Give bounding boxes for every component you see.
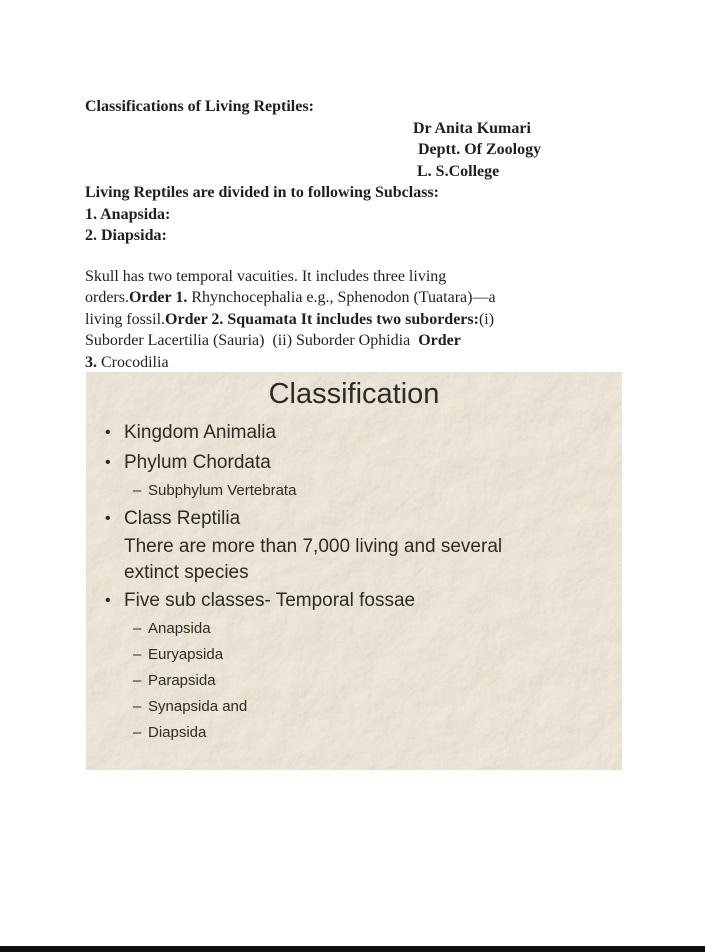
paragraph-line — [85, 287, 630, 309]
slide-item-label: Kingdom Animalia — [124, 422, 277, 443]
slide-item-label: Class Reptilia — [124, 508, 241, 529]
bullet-icon: • — [105, 424, 111, 441]
paragraph-text-segment: Crocodilia — [97, 353, 169, 371]
slide-item-dash — [86, 720, 622, 746]
document-title: Classifications of Living Reptiles: — [85, 98, 314, 115]
paragraph-text-segment: living fossil. — [85, 310, 166, 328]
paragraph-text-segment: Order — [418, 332, 461, 349]
slide-item-label: Euryapsida — [148, 646, 224, 663]
slide-item-label: There are more than 7,000 living and several extinct species — [124, 536, 503, 583]
slide-item-bullet — [86, 504, 622, 534]
slide-item-list — [86, 418, 622, 746]
author-college: L. S.College — [417, 162, 500, 180]
dash-icon: – — [133, 646, 142, 663]
document-text-block — [85, 96, 630, 373]
page-bottom-bar — [0, 946, 705, 952]
paragraph-text-segment: Suborder Lacertilia (Sauria) (ii) Suborder Ophidia — [85, 332, 419, 349]
slide-item-dash — [86, 668, 622, 694]
dash-icon: – — [133, 482, 142, 499]
paragraph-line — [85, 352, 630, 374]
author-department: Deptt. Of Zoology — [418, 141, 542, 158]
slide-item-dash — [86, 642, 622, 668]
author-name: Dr Anita Kumari — [413, 119, 531, 137]
dash-icon: – — [133, 672, 142, 689]
slide-item-label: Diapsida — [148, 724, 207, 741]
bullet-icon: • — [105, 510, 111, 527]
slide-item-dash — [86, 616, 622, 642]
subclass-item-anapsida: 1. Anapsida: — [85, 205, 171, 223]
paragraph-line — [85, 309, 630, 331]
dash-icon: – — [133, 724, 142, 741]
bullet-icon: • — [105, 454, 111, 471]
subclass-heading: Living Reptiles are divided in to following Subclass: — [85, 184, 439, 201]
subclass-item-diapsida: 2. Diapsida: — [85, 227, 167, 244]
slide-item-bullet — [86, 586, 622, 616]
paragraph-text-segment: orders. — [85, 289, 129, 306]
slide-item-label: Parapsida — [148, 672, 216, 689]
slide-item-label: Synapsida and — [148, 698, 248, 715]
slide-item-continuation — [86, 534, 622, 586]
paragraph-text-segment: 3. — [85, 353, 97, 371]
slide-item-label: Subphylum Vertebrata — [148, 482, 297, 499]
slide-item-dash — [86, 694, 622, 720]
paragraph-text-segment: Rhynchocephalia e.g., Sphenodon (Tuatara)—a — [187, 289, 496, 306]
paragraph-text-segment: Order 1. — [128, 289, 188, 306]
slide-item-label: Anapsida — [148, 620, 211, 637]
slide-item-dash — [86, 478, 622, 504]
slide-image — [86, 372, 622, 770]
paragraph-line — [85, 266, 630, 288]
paragraph-text-segment: Order 2. Squamata It includes two suborders: — [165, 310, 479, 328]
bullet-icon: • — [105, 592, 111, 609]
paragraph-text-segment: (i) — [478, 310, 495, 328]
slide-item-label: Phylum Chordata — [124, 452, 271, 473]
slide-item-label: Five sub classes- Temporal fossae — [124, 590, 416, 611]
dash-icon: – — [133, 620, 142, 637]
paragraph-line — [85, 330, 630, 352]
paragraph-text-segment: Skull has two temporal vacuities. It includes three living — [85, 267, 447, 285]
paragraph — [85, 266, 630, 374]
dash-icon: – — [133, 698, 142, 715]
slide-item-bullet — [86, 418, 622, 448]
slide-content — [86, 374, 622, 746]
slide-title: Classification — [268, 378, 440, 410]
slide-item-bullet — [86, 448, 622, 478]
